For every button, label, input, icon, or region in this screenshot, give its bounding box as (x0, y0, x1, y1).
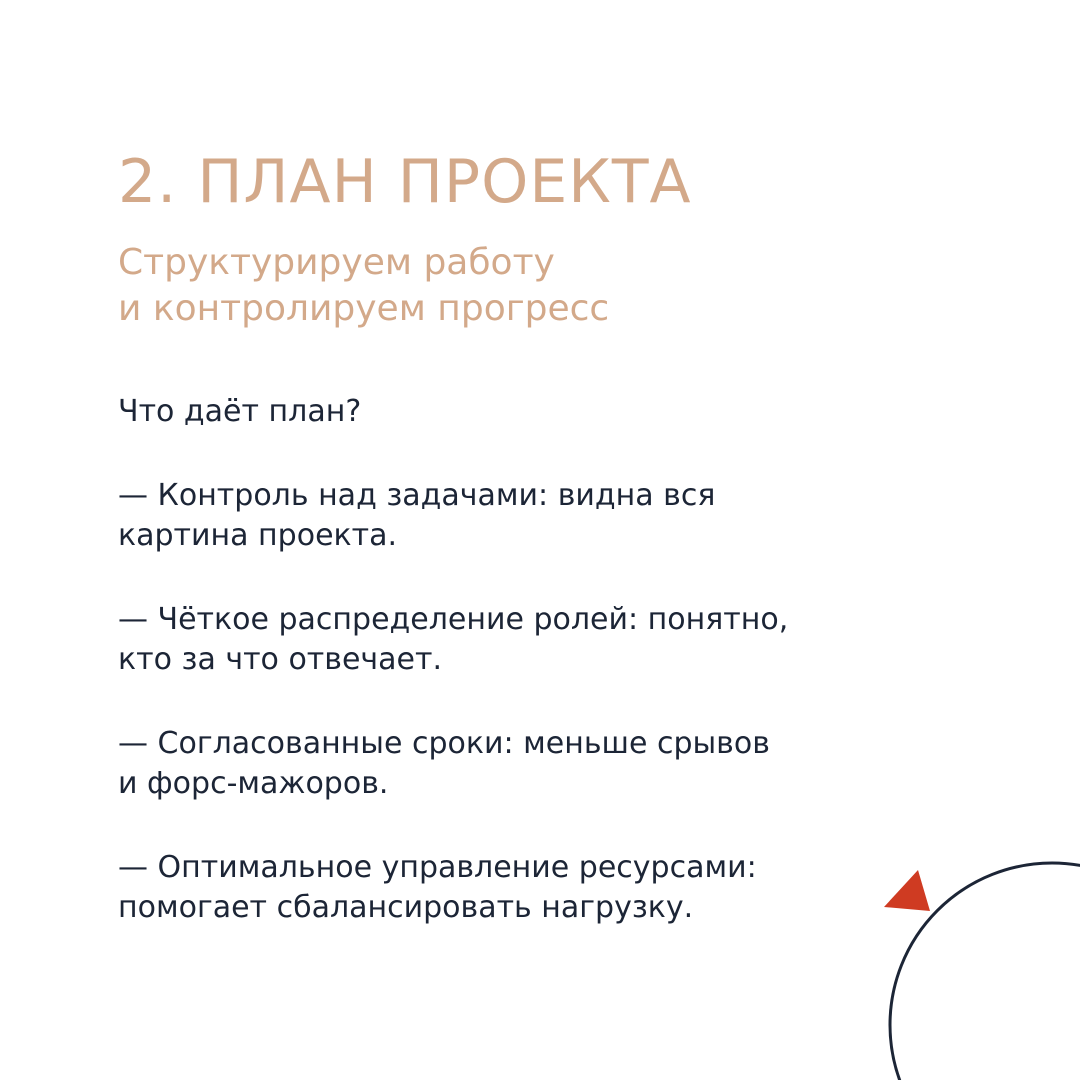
benefit-line: и форс-мажоров. (118, 766, 389, 801)
section-question: Что даёт план? (118, 394, 362, 429)
benefit-line: — Оптимальное управление ресурсами: (118, 850, 757, 885)
benefit-item-deadlines (118, 724, 978, 804)
benefit-line: — Согласованные сроки: меньше срывов (118, 726, 770, 761)
benefit-line: — Чёткое распределение ролей: понятно, (118, 602, 789, 637)
benefit-line: помогает сбалансировать нагрузку. (118, 890, 694, 925)
slide-subtitle (118, 240, 609, 332)
benefit-line: картина проекта. (118, 518, 398, 553)
benefit-line: — Контроль над задачами: видна вся (118, 478, 716, 513)
benefit-line: кто за что отвечает. (118, 642, 442, 677)
slide-title: 2. ПЛАН ПРОЕКТА (118, 147, 692, 217)
subtitle-line: Структурируем работу (118, 242, 555, 283)
benefit-item-resources (118, 848, 978, 928)
subtitle-line: и контролируем прогресс (118, 288, 610, 329)
slide-body (118, 392, 978, 972)
benefit-item-roles (118, 600, 978, 680)
benefit-item-task-control (118, 476, 978, 556)
